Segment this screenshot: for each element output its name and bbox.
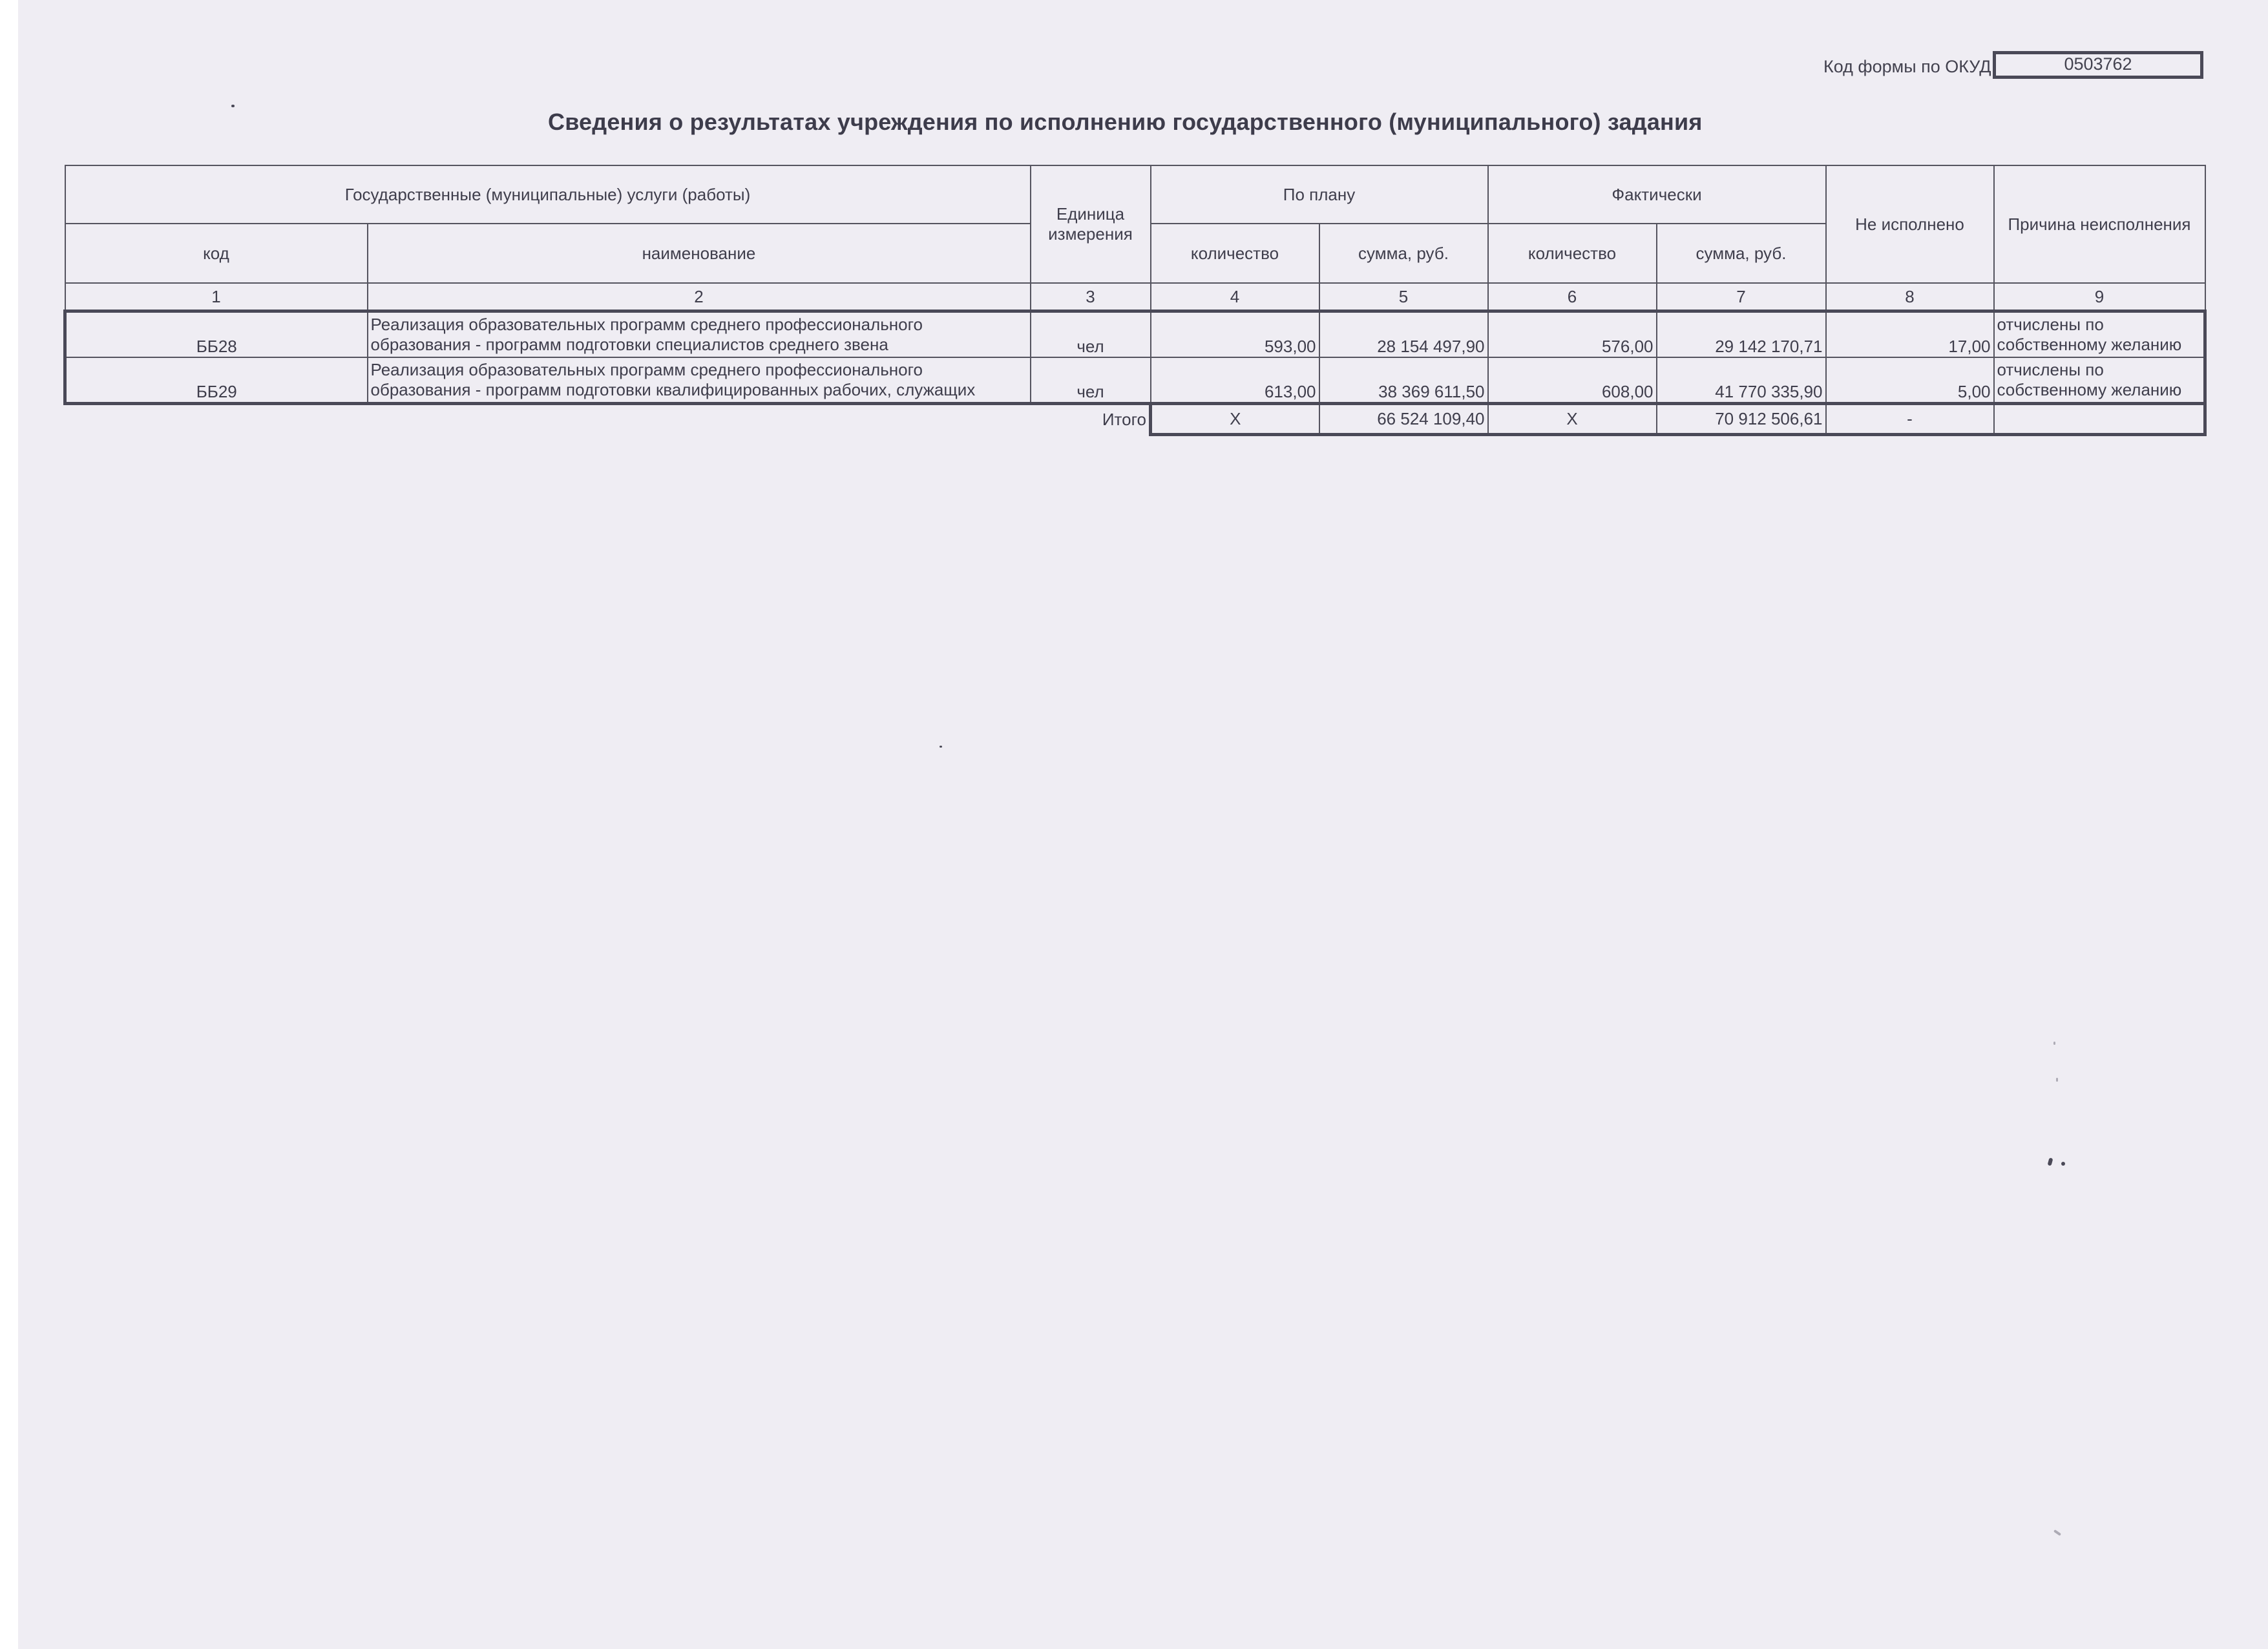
scan-margin <box>0 0 18 1649</box>
scan-speck <box>2061 1162 2065 1166</box>
row-actual-sum: 29 142 170,71 <box>1657 311 1826 358</box>
row-unit: чел <box>1031 357 1151 404</box>
row-plan-sum: 38 369 611,50 <box>1319 357 1488 404</box>
col-number-9: 9 <box>1994 283 2205 311</box>
total-spacer <box>65 404 1031 435</box>
results-table <box>63 165 2207 436</box>
scan-speck <box>2053 1529 2061 1536</box>
header-actual-sum: сумма, руб. <box>1657 224 1826 283</box>
row-plan-sum: 28 154 497,90 <box>1319 311 1488 358</box>
row-plan-qty: 613,00 <box>1151 357 1319 404</box>
scan-speck <box>231 105 235 107</box>
row-not-done: 5,00 <box>1826 357 1994 404</box>
total-actual-qty: X <box>1488 404 1657 435</box>
total-plan-qty: X <box>1151 404 1319 435</box>
total-actual-sum: 70 912 506,61 <box>1657 404 1826 435</box>
col-number-3: 3 <box>1031 283 1151 311</box>
row-name: Реализация образовательных программ среднего профессионального образования - программ подготовки специалистов среднего звена <box>368 311 1031 358</box>
header-reason: Причина неисполнения <box>1994 165 2205 283</box>
row-actual-qty: 576,00 <box>1488 311 1657 358</box>
table-row <box>65 311 2205 358</box>
table-row <box>65 357 2205 404</box>
okud-label: Код формы по ОКУД <box>1823 57 1991 76</box>
row-actual-sum: 41 770 335,90 <box>1657 357 1826 404</box>
okud-code: 0503762 <box>1993 51 2203 79</box>
total-plan-sum: 66 524 109,40 <box>1319 404 1488 435</box>
col-number-7: 7 <box>1657 283 1826 311</box>
header-not-done: Не исполнено <box>1826 165 1994 283</box>
total-row <box>65 404 2205 435</box>
header-services: Государственные (муниципальные) услуги (работы) <box>65 165 1031 224</box>
row-reason: отчислены по собственному желанию <box>1994 357 2205 404</box>
total-reason <box>1994 404 2205 435</box>
scan-speck <box>940 746 942 748</box>
row-unit: чел <box>1031 311 1151 358</box>
row-actual-qty: 608,00 <box>1488 357 1657 404</box>
header-plan: По плану <box>1151 165 1488 224</box>
header-code: код <box>65 224 368 283</box>
col-number-4: 4 <box>1151 283 1319 311</box>
header-actual: Фактически <box>1488 165 1826 224</box>
col-number-8: 8 <box>1826 283 1994 311</box>
scan-speck <box>2056 1078 2058 1082</box>
header-actual-qty: количество <box>1488 224 1657 283</box>
col-number-6: 6 <box>1488 283 1657 311</box>
total-not-done: - <box>1826 404 1994 435</box>
header-plan-qty: количество <box>1151 224 1319 283</box>
total-label: Итого <box>1031 404 1151 435</box>
row-code: ББ28 <box>65 311 368 358</box>
col-number-1: 1 <box>65 283 368 311</box>
header-name: наименование <box>368 224 1031 283</box>
header-plan-sum: сумма, руб. <box>1319 224 1488 283</box>
scan-speck <box>2053 1042 2055 1045</box>
col-number-2: 2 <box>368 283 1031 311</box>
row-code: ББ29 <box>65 357 368 404</box>
row-not-done: 17,00 <box>1826 311 1994 358</box>
scan-speck <box>2048 1157 2053 1166</box>
document-title: Сведения о результатах учреждения по исполнению государственного (муниципального) задания <box>548 109 1703 135</box>
header-unit: Единица измерения <box>1031 165 1151 283</box>
col-number-5: 5 <box>1319 283 1488 311</box>
row-reason: отчислены по собственному желанию <box>1994 311 2205 358</box>
row-name: Реализация образовательных программ среднего профессионального образования - программ подготовки квалифицированных рабочих, служащих <box>368 357 1031 404</box>
row-plan-qty: 593,00 <box>1151 311 1319 358</box>
